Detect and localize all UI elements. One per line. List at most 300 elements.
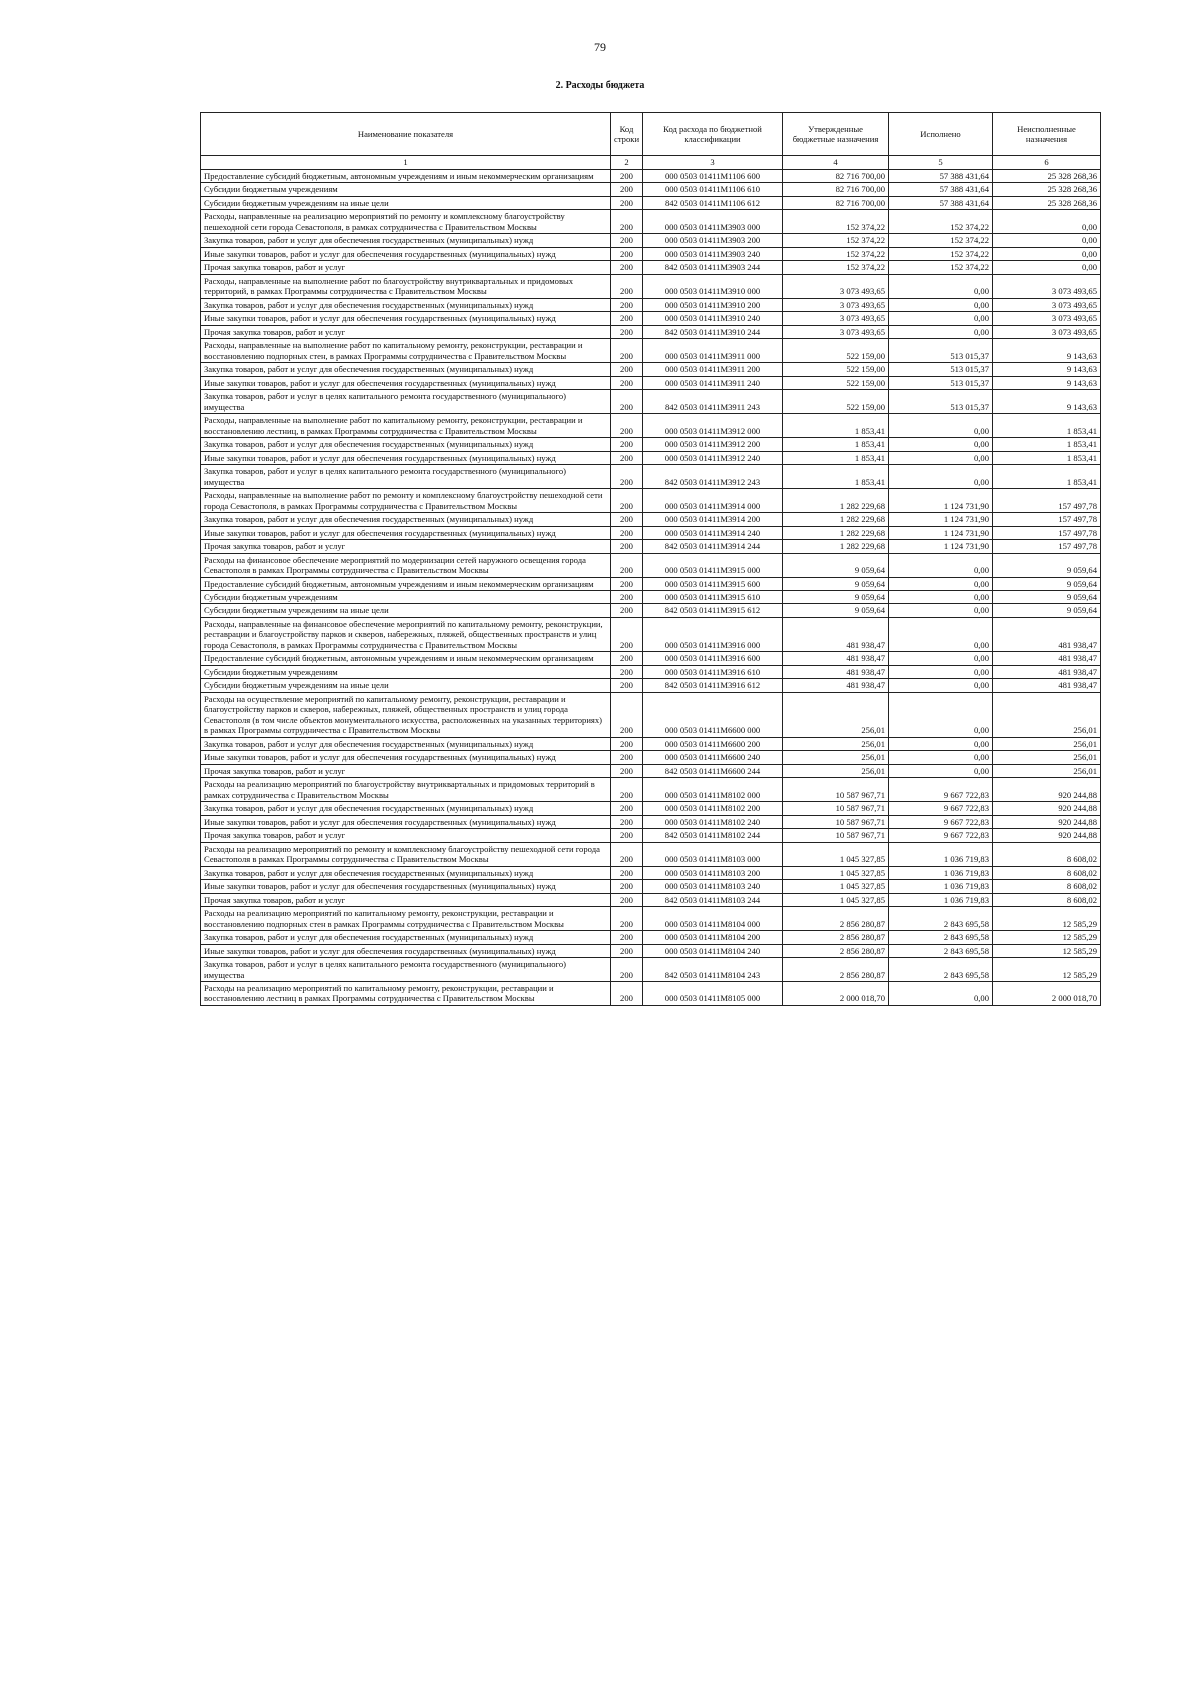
row-line-code: 200 — [611, 604, 643, 617]
row-budget-code: 000 0503 01411M8102 200 — [643, 802, 783, 815]
row-unexecuted: 157 497,78 — [993, 526, 1101, 539]
row-executed: 1 036 719,83 — [889, 842, 993, 866]
row-budget-code: 000 0503 01411M8103 200 — [643, 866, 783, 879]
row-executed: 0,00 — [889, 274, 993, 298]
row-line-code: 200 — [611, 261, 643, 274]
row-unexecuted: 481 938,47 — [993, 652, 1101, 665]
row-line-code: 200 — [611, 737, 643, 750]
row-line-code: 200 — [611, 880, 643, 893]
row-approved: 1 282 229,68 — [783, 513, 889, 526]
row-unexecuted: 0,00 — [993, 234, 1101, 247]
row-budget-code: 842 0503 01411M8104 243 — [643, 958, 783, 982]
row-name: Закупка товаров, работ и услуг для обеспечения государственных (муниципальных) нужд — [201, 234, 611, 247]
row-budget-code: 842 0503 01411M3916 612 — [643, 679, 783, 692]
row-unexecuted: 12 585,29 — [993, 907, 1101, 931]
row-budget-code: 000 0503 01411M6600 240 — [643, 751, 783, 764]
row-budget-code: 000 0503 01411M8103 240 — [643, 880, 783, 893]
table-row — [201, 880, 1101, 893]
row-unexecuted: 256,01 — [993, 737, 1101, 750]
table-row — [201, 751, 1101, 764]
row-approved: 9 059,64 — [783, 577, 889, 590]
row-approved: 481 938,47 — [783, 617, 889, 651]
row-budget-code: 000 0503 01411M3912 240 — [643, 451, 783, 464]
row-line-code: 200 — [611, 312, 643, 325]
row-line-code: 200 — [611, 247, 643, 260]
row-approved: 152 374,22 — [783, 261, 889, 274]
row-unexecuted: 12 585,29 — [993, 944, 1101, 957]
row-line-code: 200 — [611, 778, 643, 802]
row-executed: 0,00 — [889, 465, 993, 489]
row-name: Закупка товаров, работ и услуг для обеспечения государственных (муниципальных) нужд — [201, 363, 611, 376]
table-row — [201, 866, 1101, 879]
header-budget-code: Код расхода по бюджетной классификации — [643, 113, 783, 156]
table-row — [201, 247, 1101, 260]
table-row — [201, 604, 1101, 617]
row-budget-code: 842 0503 01411M3914 244 — [643, 540, 783, 553]
row-name: Предоставление субсидий бюджетным, автономным учреждениям и иным некоммерческим организациям — [201, 652, 611, 665]
row-budget-code: 000 0503 01411M3910 240 — [643, 312, 783, 325]
row-executed: 9 667 722,83 — [889, 778, 993, 802]
row-budget-code: 000 0503 01411M3915 600 — [643, 577, 783, 590]
row-name: Иные закупки товаров, работ и услуг для обеспечения государственных (муниципальных) нужд — [201, 880, 611, 893]
row-unexecuted: 3 073 493,65 — [993, 298, 1101, 311]
row-executed: 2 843 695,58 — [889, 907, 993, 931]
table-row — [201, 679, 1101, 692]
row-unexecuted: 481 938,47 — [993, 679, 1101, 692]
row-unexecuted: 12 585,29 — [993, 958, 1101, 982]
row-line-code: 200 — [611, 652, 643, 665]
row-unexecuted: 8 608,02 — [993, 880, 1101, 893]
row-approved: 256,01 — [783, 737, 889, 750]
row-approved: 82 716 700,00 — [783, 196, 889, 209]
row-line-code: 200 — [611, 183, 643, 196]
row-executed: 1 124 731,90 — [889, 526, 993, 539]
row-budget-code: 842 0503 01411M3903 244 — [643, 261, 783, 274]
row-unexecuted: 157 497,78 — [993, 540, 1101, 553]
row-line-code: 200 — [611, 944, 643, 957]
row-approved: 1 282 229,68 — [783, 489, 889, 513]
row-approved: 1 045 327,85 — [783, 893, 889, 906]
table-row — [201, 590, 1101, 603]
row-unexecuted: 0,00 — [993, 247, 1101, 260]
row-budget-code: 000 0503 01411M3912 200 — [643, 438, 783, 451]
row-name: Закупка товаров, работ и услуг в целях капитального ремонта государственного (муниципального) имущества — [201, 390, 611, 414]
row-executed: 1 036 719,83 — [889, 866, 993, 879]
row-budget-code: 000 0503 01411M8102 000 — [643, 778, 783, 802]
row-line-code: 200 — [611, 210, 643, 234]
row-executed: 9 667 722,83 — [889, 829, 993, 842]
row-approved: 1 853,41 — [783, 414, 889, 438]
table-row — [201, 261, 1101, 274]
row-budget-code: 842 0503 01411M3912 243 — [643, 465, 783, 489]
row-line-code: 200 — [611, 577, 643, 590]
row-approved: 2 856 280,87 — [783, 958, 889, 982]
row-budget-code: 000 0503 01411M8102 240 — [643, 815, 783, 828]
row-unexecuted: 256,01 — [993, 751, 1101, 764]
table-row — [201, 829, 1101, 842]
table-row — [201, 183, 1101, 196]
row-line-code: 200 — [611, 325, 643, 338]
table-row — [201, 170, 1101, 183]
row-executed: 57 388 431,64 — [889, 196, 993, 209]
row-line-code: 200 — [611, 526, 643, 539]
header-line-code: Код строки — [611, 113, 643, 156]
row-line-code: 200 — [611, 363, 643, 376]
row-unexecuted: 920 244,88 — [993, 815, 1101, 828]
row-executed: 0,00 — [889, 438, 993, 451]
table-row — [201, 234, 1101, 247]
row-name: Расходы на финансовое обеспечение мероприятий по модернизации сетей наружного освещения города Севастополя в рамках Программы сотрудничества с Правительством Москвы — [201, 553, 611, 577]
row-executed: 57 388 431,64 — [889, 183, 993, 196]
row-unexecuted: 9 059,64 — [993, 553, 1101, 577]
row-budget-code: 000 0503 01411M3910 000 — [643, 274, 783, 298]
row-line-code: 200 — [611, 196, 643, 209]
row-line-code: 200 — [611, 438, 643, 451]
table-row — [201, 982, 1101, 1006]
row-name: Закупка товаров, работ и услуг для обеспечения государственных (муниципальных) нужд — [201, 438, 611, 451]
row-line-code: 200 — [611, 298, 643, 311]
row-unexecuted: 3 073 493,65 — [993, 274, 1101, 298]
row-approved: 9 059,64 — [783, 604, 889, 617]
row-line-code: 200 — [611, 489, 643, 513]
row-name: Субсидии бюджетным учреждениям на иные цели — [201, 196, 611, 209]
row-line-code: 200 — [611, 982, 643, 1006]
section-title: 2. Расходы бюджета — [555, 80, 645, 91]
row-approved: 9 059,64 — [783, 553, 889, 577]
header-approved: Утвержденные бюджетные назначения — [783, 113, 889, 156]
table-row — [201, 526, 1101, 539]
row-unexecuted: 8 608,02 — [993, 893, 1101, 906]
row-name: Иные закупки товаров, работ и услуг для обеспечения государственных (муниципальных) нужд — [201, 944, 611, 957]
page-number: 79 — [594, 40, 606, 54]
row-budget-code: 000 0503 01411M3903 200 — [643, 234, 783, 247]
row-executed: 0,00 — [889, 679, 993, 692]
row-executed: 0,00 — [889, 737, 993, 750]
row-name: Закупка товаров, работ и услуг для обеспечения государственных (муниципальных) нужд — [201, 298, 611, 311]
table-row — [201, 842, 1101, 866]
row-budget-code: 000 0503 01411M3912 000 — [643, 414, 783, 438]
row-budget-code: 000 0503 01411M1106 610 — [643, 183, 783, 196]
row-unexecuted: 9 059,64 — [993, 577, 1101, 590]
row-approved: 2 856 280,87 — [783, 944, 889, 957]
row-approved: 522 159,00 — [783, 363, 889, 376]
table-header-row — [201, 113, 1101, 156]
row-executed: 0,00 — [889, 298, 993, 311]
row-approved: 522 159,00 — [783, 339, 889, 363]
table-row — [201, 931, 1101, 944]
row-budget-code: 000 0503 01411M3911 000 — [643, 339, 783, 363]
row-unexecuted: 256,01 — [993, 692, 1101, 737]
row-executed: 0,00 — [889, 617, 993, 651]
row-unexecuted: 1 853,41 — [993, 438, 1101, 451]
row-budget-code: 842 0503 01411M3911 243 — [643, 390, 783, 414]
row-unexecuted: 256,01 — [993, 764, 1101, 777]
table-row — [201, 489, 1101, 513]
table-row — [201, 451, 1101, 464]
row-approved: 2 856 280,87 — [783, 931, 889, 944]
row-budget-code: 000 0503 01411M3911 200 — [643, 363, 783, 376]
row-approved: 256,01 — [783, 751, 889, 764]
row-line-code: 200 — [611, 590, 643, 603]
row-approved: 1 282 229,68 — [783, 526, 889, 539]
column-number: 1 — [201, 156, 611, 170]
row-approved: 3 073 493,65 — [783, 298, 889, 311]
table-row — [201, 778, 1101, 802]
row-name: Прочая закупка товаров, работ и услуг — [201, 893, 611, 906]
row-name: Иные закупки товаров, работ и услуг для обеспечения государственных (муниципальных) нужд — [201, 376, 611, 389]
header-name: Наименование показателя — [201, 113, 611, 156]
row-executed: 2 843 695,58 — [889, 931, 993, 944]
table-row — [201, 617, 1101, 651]
row-unexecuted: 12 585,29 — [993, 931, 1101, 944]
row-line-code: 200 — [611, 842, 643, 866]
row-executed: 152 374,22 — [889, 210, 993, 234]
column-number-row — [201, 156, 1101, 170]
row-line-code: 200 — [611, 692, 643, 737]
row-executed: 0,00 — [889, 590, 993, 603]
table-body — [201, 170, 1101, 1006]
row-unexecuted: 920 244,88 — [993, 829, 1101, 842]
row-budget-code: 000 0503 01411M6600 200 — [643, 737, 783, 750]
row-unexecuted: 0,00 — [993, 261, 1101, 274]
row-unexecuted: 1 853,41 — [993, 451, 1101, 464]
row-unexecuted: 157 497,78 — [993, 489, 1101, 513]
row-executed: 0,00 — [889, 577, 993, 590]
table-row — [201, 553, 1101, 577]
table-row — [201, 958, 1101, 982]
column-number: 6 — [993, 156, 1101, 170]
row-name: Расходы, направленные на выполнение работ по благоустройству внутриквартальных и придомовых территорий, в рамках Программы сотрудничества с Правительством Москвы — [201, 274, 611, 298]
row-line-code: 200 — [611, 465, 643, 489]
row-approved: 152 374,22 — [783, 234, 889, 247]
table-row — [201, 513, 1101, 526]
row-approved: 3 073 493,65 — [783, 325, 889, 338]
row-name: Расходы, направленные на выполнение работ по ремонту и комплексному благоустройству пешеходной сети города Севастополя, в рамках Программы сотрудничества с Правительством Москвы — [201, 489, 611, 513]
row-approved: 2 856 280,87 — [783, 907, 889, 931]
row-executed: 152 374,22 — [889, 261, 993, 274]
row-approved: 82 716 700,00 — [783, 170, 889, 183]
table-row — [201, 210, 1101, 234]
row-approved: 1 853,41 — [783, 451, 889, 464]
row-name: Субсидии бюджетным учреждениям на иные цели — [201, 679, 611, 692]
row-name: Расходы на реализацию мероприятий по благоустройству внутриквартальных и придомовых территорий в рамках сотрудничества с Правительством Москвы — [201, 778, 611, 802]
row-budget-code: 000 0503 01411M8104 200 — [643, 931, 783, 944]
table-row — [201, 652, 1101, 665]
row-approved: 1 282 229,68 — [783, 540, 889, 553]
column-number: 2 — [611, 156, 643, 170]
row-name: Закупка товаров, работ и услуг для обеспечения государственных (муниципальных) нужд — [201, 931, 611, 944]
row-executed: 1 124 731,90 — [889, 540, 993, 553]
row-name: Закупка товаров, работ и услуг в целях капитального ремонта государственного (муниципального) имущества — [201, 465, 611, 489]
row-approved: 10 587 967,71 — [783, 778, 889, 802]
row-budget-code: 000 0503 01411M8105 000 — [643, 982, 783, 1006]
row-unexecuted: 157 497,78 — [993, 513, 1101, 526]
row-unexecuted: 920 244,88 — [993, 778, 1101, 802]
row-name: Расходы на реализацию мероприятий по ремонту и комплексному благоустройству пешеходной сети города Севастополя в рамках Программы сотрудничества с Правительством Москвы — [201, 842, 611, 866]
row-approved: 256,01 — [783, 764, 889, 777]
row-name: Субсидии бюджетным учреждениям — [201, 665, 611, 678]
table-row — [201, 944, 1101, 957]
table-row — [201, 414, 1101, 438]
row-line-code: 200 — [611, 829, 643, 842]
row-executed: 0,00 — [889, 414, 993, 438]
row-line-code: 200 — [611, 451, 643, 464]
row-budget-code: 000 0503 01411M3915 610 — [643, 590, 783, 603]
row-name: Прочая закупка товаров, работ и услуг — [201, 764, 611, 777]
row-budget-code: 842 0503 01411M1106 612 — [643, 196, 783, 209]
row-approved: 1 045 327,85 — [783, 866, 889, 879]
row-line-code: 200 — [611, 376, 643, 389]
row-name: Расходы, направленные на выполнение работ по капитальному ремонту, реконструкции, реставрации и восстановлению подпорных стен, в рамках Программы сотрудничества с Правительством Москвы — [201, 339, 611, 363]
row-approved: 152 374,22 — [783, 247, 889, 260]
row-executed: 1 036 719,83 — [889, 880, 993, 893]
row-name: Прочая закупка товаров, работ и услуг — [201, 829, 611, 842]
row-budget-code: 842 0503 01411M3910 244 — [643, 325, 783, 338]
row-unexecuted: 3 073 493,65 — [993, 325, 1101, 338]
row-executed: 0,00 — [889, 652, 993, 665]
row-executed: 513 015,37 — [889, 376, 993, 389]
row-executed: 2 843 695,58 — [889, 958, 993, 982]
table-row — [201, 438, 1101, 451]
row-line-code: 200 — [611, 234, 643, 247]
row-line-code: 200 — [611, 553, 643, 577]
row-approved: 82 716 700,00 — [783, 183, 889, 196]
row-approved: 152 374,22 — [783, 210, 889, 234]
row-approved: 481 938,47 — [783, 665, 889, 678]
row-unexecuted: 2 000 018,70 — [993, 982, 1101, 1006]
header-executed: Исполнено — [889, 113, 993, 156]
row-approved: 1 045 327,85 — [783, 842, 889, 866]
row-executed: 1 124 731,90 — [889, 489, 993, 513]
row-name: Иные закупки товаров, работ и услуг для обеспечения государственных (муниципальных) нужд — [201, 312, 611, 325]
row-unexecuted: 25 328 268,36 — [993, 170, 1101, 183]
row-executed: 0,00 — [889, 665, 993, 678]
row-line-code: 200 — [611, 540, 643, 553]
row-name: Закупка товаров, работ и услуг в целях капитального ремонта государственного (муниципального) имущества — [201, 958, 611, 982]
row-name: Иные закупки товаров, работ и услуг для обеспечения государственных (муниципальных) нужд — [201, 247, 611, 260]
row-line-code: 200 — [611, 907, 643, 931]
row-budget-code: 842 0503 01411M8102 244 — [643, 829, 783, 842]
row-name: Расходы, направленные на финансовое обеспечение мероприятий по капитальному ремонту, реконструкции, реставрации и благоустройству парков и скверов, набережных, пляжей, общественных пространств и улиц города Севастополя, в рамках Программы сотрудничества с Правительством Москвы — [201, 617, 611, 651]
row-executed: 513 015,37 — [889, 339, 993, 363]
row-approved: 256,01 — [783, 692, 889, 737]
row-budget-code: 000 0503 01411M6600 000 — [643, 692, 783, 737]
row-name: Субсидии бюджетным учреждениям — [201, 590, 611, 603]
row-unexecuted: 8 608,02 — [993, 842, 1101, 866]
row-name: Закупка товаров, работ и услуг для обеспечения государственных (муниципальных) нужд — [201, 866, 611, 879]
row-executed: 0,00 — [889, 982, 993, 1006]
row-name: Иные закупки товаров, работ и услуг для обеспечения государственных (муниципальных) нужд — [201, 815, 611, 828]
row-line-code: 200 — [611, 815, 643, 828]
row-line-code: 200 — [611, 958, 643, 982]
row-approved: 1 045 327,85 — [783, 880, 889, 893]
row-line-code: 200 — [611, 764, 643, 777]
row-approved: 9 059,64 — [783, 590, 889, 603]
row-unexecuted: 9 059,64 — [993, 590, 1101, 603]
row-unexecuted: 25 328 268,36 — [993, 183, 1101, 196]
row-name: Субсидии бюджетным учреждениям — [201, 183, 611, 196]
table-row — [201, 325, 1101, 338]
table-row — [201, 376, 1101, 389]
row-name: Расходы на реализацию мероприятий по капитальному ремонту, реконструкции, реставрации и восстановлению лестниц в рамках Программы сотрудничества с Правительством Москвы — [201, 982, 611, 1006]
row-executed: 9 667 722,83 — [889, 802, 993, 815]
row-executed: 0,00 — [889, 325, 993, 338]
row-line-code: 200 — [611, 931, 643, 944]
row-name: Закупка товаров, работ и услуг для обеспечения государственных (муниципальных) нужд — [201, 513, 611, 526]
row-line-code: 200 — [611, 274, 643, 298]
table-row — [201, 907, 1101, 931]
row-budget-code: 000 0503 01411M3916 610 — [643, 665, 783, 678]
row-name: Иные закупки товаров, работ и услуг для обеспечения государственных (муниципальных) нужд — [201, 751, 611, 764]
row-name: Прочая закупка товаров, работ и услуг — [201, 261, 611, 274]
row-name: Закупка товаров, работ и услуг для обеспечения государственных (муниципальных) нужд — [201, 802, 611, 815]
table-row — [201, 764, 1101, 777]
row-executed: 0,00 — [889, 451, 993, 464]
table-row — [201, 312, 1101, 325]
row-unexecuted: 0,00 — [993, 210, 1101, 234]
row-unexecuted: 481 938,47 — [993, 665, 1101, 678]
row-budget-code: 842 0503 01411M8103 244 — [643, 893, 783, 906]
row-executed: 0,00 — [889, 312, 993, 325]
row-name: Предоставление субсидий бюджетным, автономным учреждениям и иным некоммерческим организациям — [201, 170, 611, 183]
table-row — [201, 577, 1101, 590]
row-executed: 513 015,37 — [889, 363, 993, 376]
table-row — [201, 737, 1101, 750]
row-executed: 0,00 — [889, 553, 993, 577]
row-line-code: 200 — [611, 617, 643, 651]
row-approved: 1 853,41 — [783, 465, 889, 489]
row-unexecuted: 1 853,41 — [993, 465, 1101, 489]
table-row — [201, 692, 1101, 737]
row-line-code: 200 — [611, 679, 643, 692]
row-approved: 522 159,00 — [783, 390, 889, 414]
row-line-code: 200 — [611, 751, 643, 764]
table-row — [201, 465, 1101, 489]
row-line-code: 200 — [611, 513, 643, 526]
table-row — [201, 540, 1101, 553]
table-row — [201, 363, 1101, 376]
row-line-code: 200 — [611, 893, 643, 906]
column-number: 4 — [783, 156, 889, 170]
row-approved: 481 938,47 — [783, 652, 889, 665]
row-executed: 1 124 731,90 — [889, 513, 993, 526]
budget-expenses-table — [200, 112, 1101, 1006]
row-unexecuted: 9 143,63 — [993, 390, 1101, 414]
table-row — [201, 390, 1101, 414]
row-line-code: 200 — [611, 390, 643, 414]
row-budget-code: 842 0503 01411M3915 612 — [643, 604, 783, 617]
row-line-code: 200 — [611, 665, 643, 678]
row-unexecuted: 920 244,88 — [993, 802, 1101, 815]
row-budget-code: 000 0503 01411M3914 240 — [643, 526, 783, 539]
column-number: 5 — [889, 156, 993, 170]
row-budget-code: 000 0503 01411M3911 240 — [643, 376, 783, 389]
row-unexecuted: 3 073 493,65 — [993, 312, 1101, 325]
row-executed: 152 374,22 — [889, 247, 993, 260]
row-budget-code: 000 0503 01411M3903 240 — [643, 247, 783, 260]
row-approved: 10 587 967,71 — [783, 802, 889, 815]
row-approved: 2 000 018,70 — [783, 982, 889, 1006]
table-row — [201, 815, 1101, 828]
row-executed: 9 667 722,83 — [889, 815, 993, 828]
row-unexecuted: 9 059,64 — [993, 604, 1101, 617]
row-approved: 1 853,41 — [783, 438, 889, 451]
row-name: Субсидии бюджетным учреждениям на иные цели — [201, 604, 611, 617]
row-name: Расходы на осуществление мероприятий по капитальному ремонту, реконструкции, реставрации и благоустройству парков и скверов, набережных, пляжей, общественных пространств и улиц города Севастополя (в том числе объектов монументального искусства, расположенных на указанных территориях) в рамках Программы сотрудничества с Правительством Москвы — [201, 692, 611, 737]
row-line-code: 200 — [611, 339, 643, 363]
row-executed: 0,00 — [889, 764, 993, 777]
row-budget-code: 000 0503 01411M3910 200 — [643, 298, 783, 311]
